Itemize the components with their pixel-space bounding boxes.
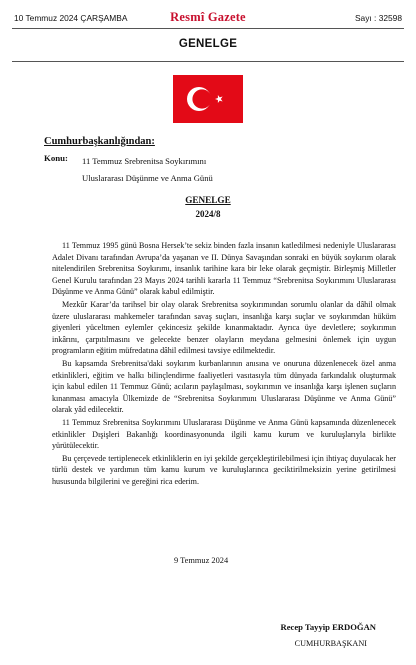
document-number: 2024/8 [195, 209, 221, 219]
header-divider-top [12, 28, 404, 29]
gazette-header [12, 10, 404, 26]
body-paragraph-5: Bu çerçevede tertiplenecek etkinliklerin en iyi şekilde gerçekleştirilebilmesi için ihtiyaç duyulacak her türlü destek ve yardımın tüm kamu kurum ve kuruluşlarınca geciktirilmeksizin yerine getirilmesi hususunda bilgilerini ve gereğini rica ederim. [52, 453, 396, 486]
issue-number: Sayı : 32598 [354, 13, 402, 23]
issuer-heading: Cumhurbaşkanlığından: [44, 136, 155, 147]
subject-line-2: Uluslararası Düşünme ve Anma Günü [82, 173, 213, 183]
document-title: GENELGE [185, 195, 231, 205]
subject-line-1: 11 Temmuz Srebrenitsa Soykırımını [82, 156, 207, 166]
issue-date: 10 Temmuz 2024 ÇARŞAMBA [14, 13, 128, 23]
turkish-flag-icon [173, 75, 243, 123]
signature-date: 9 Temmuz 2024 [174, 556, 229, 565]
signer-title: CUMHURBAŞKANI [294, 639, 367, 648]
body-paragraph-1: 11 Temmuz 1995 günü Bosna Hersek’te sekiz binden fazla insanın katledilmesi nedeniyle Uluslararası Adalet Divanı tarafından Avrupa’da yaşanan ve II. Dünya Savaşından sonraki en büyük soykırım olarak nitelendirilen Srebrenitsa Soykırımı, insanlık tarihine kara bir leke olarak geçmiştir. Birleşmiş Milletler Genel Kurulu tarafından 23 Mayıs 2024 tarihli kararla 11 Temmuz “Srebrenitsa Soykırımını Uluslararası Düşünme ve Anma Günü” olarak kabul edilmiştir. [52, 241, 396, 297]
body-paragraph-3: Bu kapsamda Srebrenitsa'daki soykırım kurbanlarının anısına ve onuruna düzenlenecek özel anma etkinlikleri, eğitim ve halkı bilinçlendirme faaliyetleri vasıtasıyla tüm dünyada farkındalık oluşturmak için kabul edilen 11 Temmuz Günü; acıların paylaşılması, soykırımın ve insanlığa karşı işlenen suçların kınanması amacıyla Ülkemizde de “Srebrenitsa Soykırımını Uluslararası Düşünme ve Anma Günü” olarak yâd edilecektir. [52, 358, 396, 415]
signer-name: Recep Tayyip ERDOĞAN [280, 622, 376, 632]
gazette-brand: Resmî Gazete [170, 10, 246, 24]
section-title: GENELGE [178, 38, 238, 50]
body-paragraph-4: 11 Temmuz Srebrenitsa Soykırımını Uluslararası Düşünme ve Anma Günü kapsamında düzenlenecek etkinlikler Dışişleri Bakanlığı koordinasyonunda ilgili kamu kurum ve kuruluşlarıyla birlikte yürütülecektir. [52, 417, 396, 451]
body-paragraph-2: Mezkûr Karar’da tarihsel bir olay olarak Srebrenitsa soykırımından sorumlu olanlar da dâhil olmak üzere uluslararası mahkemeler tarafından savaş suçları, insanlığa karşı suçlar ve soykırımdan hüküm giyenleri yüceltmen eylemler çekincesiz şekilde kınanmaktadır. Ayrıca üye devletlere; soykırımın inkârını, çarpıtılmasını ve gelecekte benzer olayların meydana gelmesini önlemek için uygun programların eğitim müfredatına dâhil edilmesi tavsiye edilmektedir. [52, 299, 396, 356]
circular-body [52, 240, 396, 488]
subject-label: Konu: [44, 153, 68, 163]
header-divider-bottom [12, 61, 404, 62]
subject-text [82, 153, 302, 187]
